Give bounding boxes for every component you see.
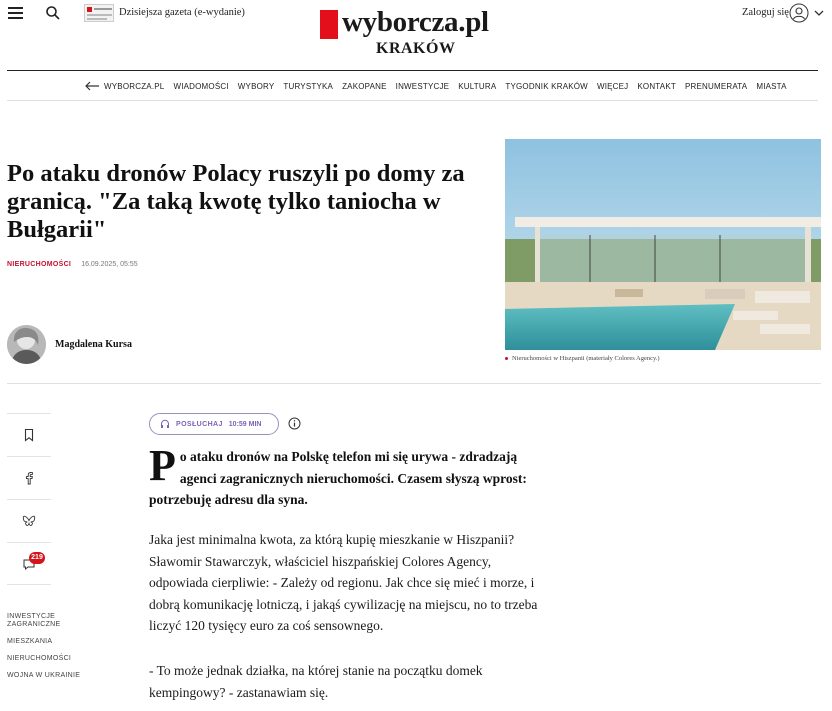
listen-button[interactable] <box>149 413 279 435</box>
todays-paper-link[interactable]: Dzisiejsza gazeta (e-wydanie) <box>119 7 245 18</box>
nav-item-inwestycje[interactable]: INWESTYCJE <box>395 81 450 91</box>
tag-list <box>7 613 87 689</box>
image-caption-text: Nieruchomości w Hiszpanii (materiały Colores Agency.) <box>512 355 660 362</box>
image-caption <box>505 355 660 362</box>
nav-item-wiadomosci[interactable]: WIADOMOŚCI <box>173 81 229 91</box>
article-head-rule <box>7 383 821 384</box>
nav-item-prenumerata[interactable]: PRENUMERATA <box>684 81 748 91</box>
nav-item-wiecej[interactable]: WIĘCEJ <box>596 81 629 91</box>
comments-count-badge: 219 <box>29 552 45 564</box>
drop-cap: P <box>149 441 176 490</box>
login-link[interactable]: Zaloguj się <box>742 7 789 18</box>
listen-duration: 10:59 MIN <box>228 420 262 428</box>
comments-button[interactable] <box>7 542 51 585</box>
facebook-share-button[interactable] <box>7 456 51 499</box>
nav-item-wybory[interactable]: WYBORY <box>237 81 275 91</box>
caption-bullet <box>505 357 508 360</box>
share-column <box>7 413 51 585</box>
info-icon[interactable] <box>288 417 301 430</box>
facebook-icon <box>22 471 36 485</box>
nav-item-turystyka[interactable]: TURYSTYKA <box>283 81 334 91</box>
nav-rule <box>7 100 818 101</box>
article-lead-text: o ataku dronów na Polskę telefon mi się urywa - zdradzają agenci zagranicznych nieruchomości. Czasem słyszą wprost: potrzebuję adresu dla syna. <box>149 449 527 507</box>
article-paragraph: - To może jednak działka, na której stanie na początku domek kempingowy? - zastanawiam się. <box>149 663 483 700</box>
butterfly-icon <box>22 514 36 528</box>
search-icon[interactable] <box>45 5 61 21</box>
logo-red-mark <box>320 10 338 39</box>
section-nav <box>84 79 796 93</box>
bookmark-icon <box>22 428 36 442</box>
hero-image <box>505 139 821 350</box>
headphones-icon <box>160 419 170 429</box>
tag-mieszkania[interactable]: MIESZKANIA <box>7 638 53 645</box>
nav-item-zakopane[interactable]: ZAKOPANE <box>342 81 387 91</box>
top-bar <box>0 0 832 70</box>
bluesky-share-button[interactable] <box>7 499 51 542</box>
logo-text: wyborcza.pl <box>342 6 489 38</box>
publish-date: 16.09.2025, 05:55 <box>81 261 138 268</box>
header-rule <box>7 70 818 71</box>
nav-item-kontakt[interactable]: KONTAKT <box>637 81 676 91</box>
arrow-left-icon[interactable] <box>84 81 100 91</box>
bookmark-button[interactable] <box>7 413 51 456</box>
nav-item-kultura[interactable]: KULTURA <box>458 81 497 91</box>
article-title: Po ataku dronów Polacy ruszyli po domy za granicą. "Za taką kwotę tylko taniocha w Bułgarii" <box>7 160 465 243</box>
user-icon[interactable] <box>789 3 809 23</box>
article-lead <box>149 441 539 511</box>
nav-item-miasta[interactable]: MIASTA <box>756 81 787 91</box>
nav-item-tygodnik-krakow[interactable]: TYGODNIK KRAKÓW <box>505 81 588 91</box>
article-paragraph: Jaka jest minimalna kwota, za którą kupię mieszkanie w Hiszpanii? Sławomir Stawarczyk, właściciel hiszpańskiej Colores Agency, odpowiada cierpliwie: - Zależy od regionu. Jak chce się mieć i morze, i dobrą komunikację lotniczą, i jakąś cywilizację na miejscu, no to trzeba liczyć 120 tysięcy euro za coś sensownego. <box>149 532 538 633</box>
tag-inwestycje-zagraniczne[interactable]: INWESTYCJE ZAGRANICZNE <box>7 613 61 628</box>
section-label[interactable]: NIERUCHOMOŚCI <box>7 261 72 268</box>
logo-city: KRAKÓW <box>376 40 456 57</box>
author-name[interactable]: Magdalena Kursa <box>55 339 132 350</box>
menu-icon[interactable] <box>8 7 23 19</box>
nav-item-wyborcza[interactable]: WYBORCZA.PL <box>104 81 165 91</box>
site-logo[interactable] <box>320 8 510 66</box>
listen-label: POSŁUCHAJ <box>176 420 223 428</box>
tag-wojna-w-ukrainie[interactable]: WOJNA W UKRAINIE <box>7 672 81 679</box>
newspaper-thumbnail[interactable] <box>84 4 114 22</box>
tag-nieruchomosci[interactable]: NIERUCHOMOŚCI <box>7 655 72 662</box>
article-meta <box>7 261 138 268</box>
chevron-down-icon[interactable] <box>814 9 824 17</box>
author-avatar[interactable] <box>7 325 46 364</box>
